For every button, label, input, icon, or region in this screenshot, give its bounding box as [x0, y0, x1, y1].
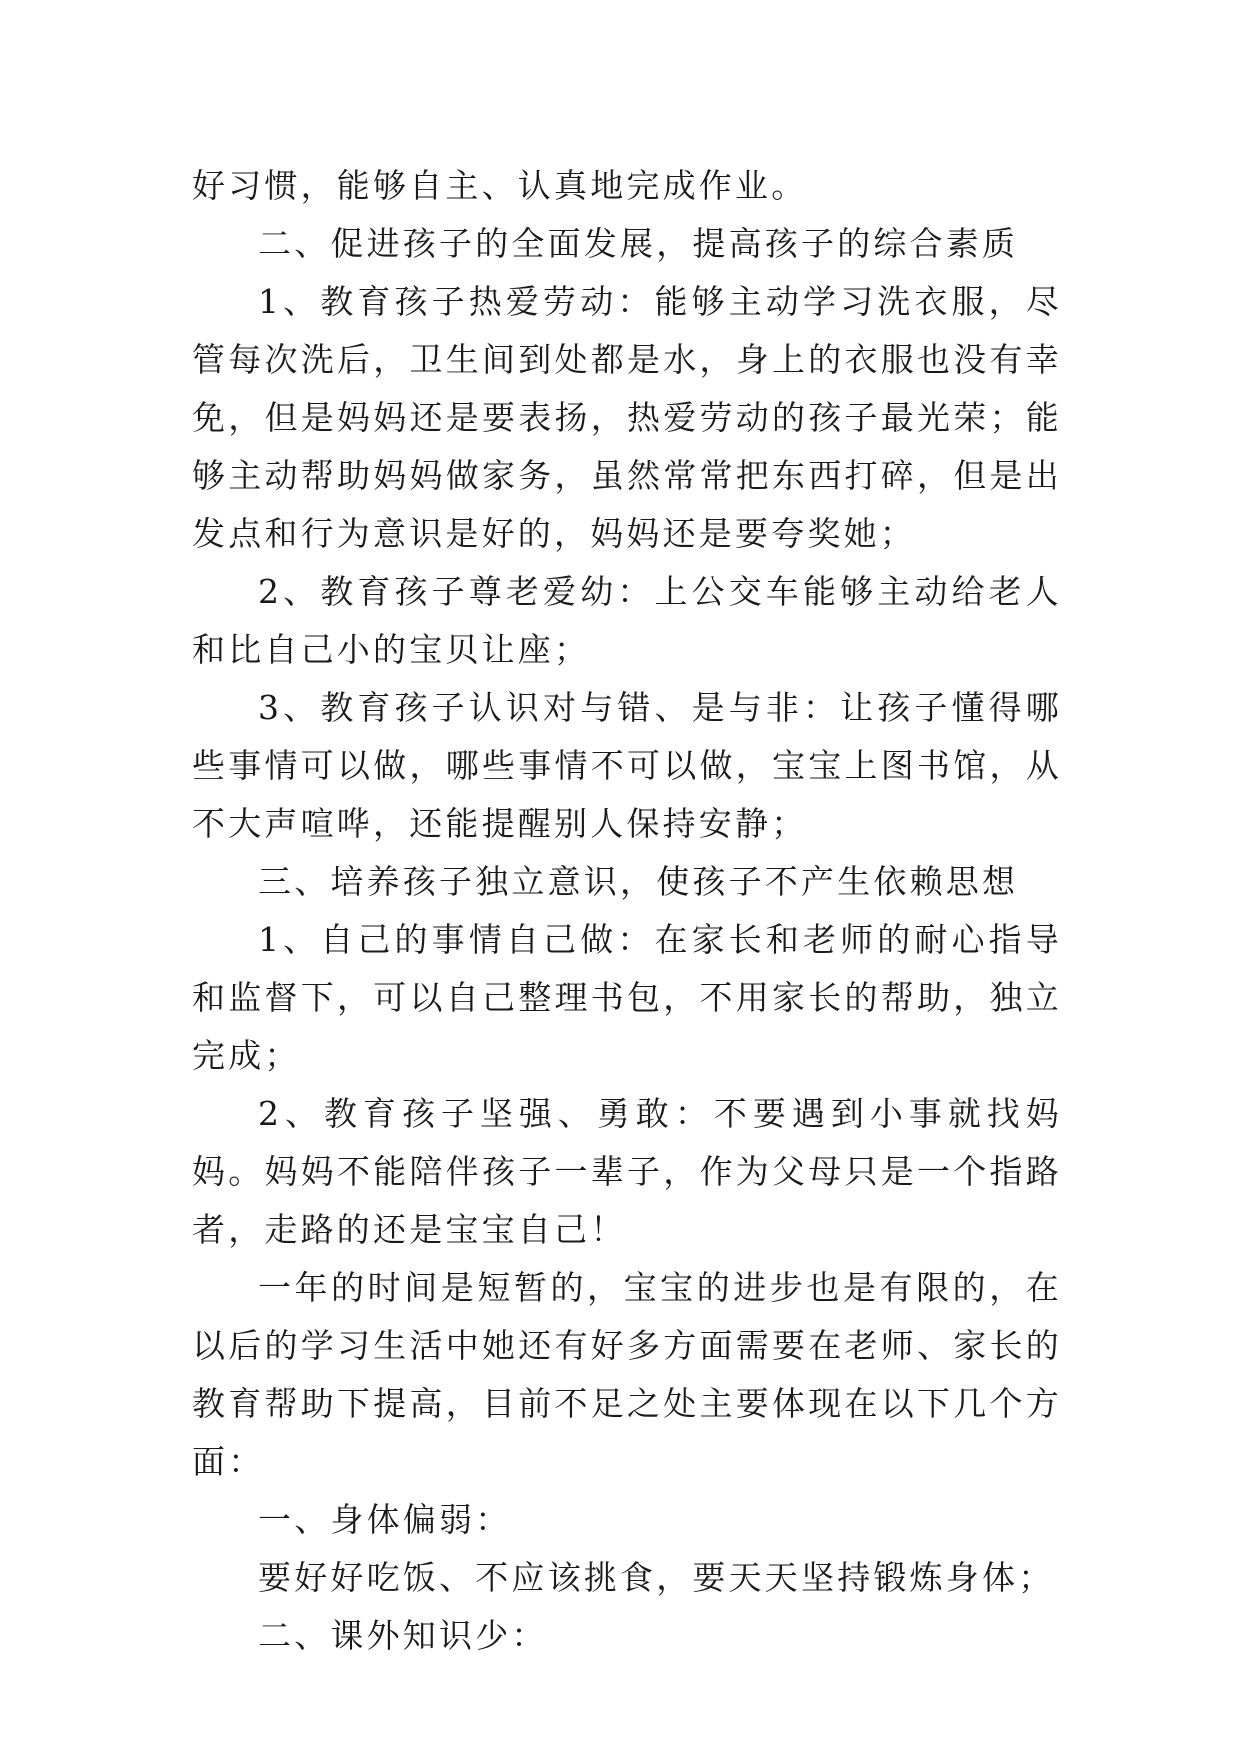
section-heading: 三、培养孩子独立意识，使孩子不产生依赖思想 [258, 862, 1019, 901]
paragraph: 2、教育孩子坚强、勇敢：不要遇到小事就找妈妈。妈妈不能陪伴孩子一辈子，作为父母只是一个指路者，走路的还是宝宝自己！ [192, 1094, 1062, 1249]
paragraph: 好习惯，能够自主、认真地完成作业。 [192, 166, 808, 205]
section-heading: 一、身体偏弱： [258, 1500, 512, 1539]
paragraph: 1、自己的事情自己做：在家长和老师的耐心指导和监督下，可以自己整理书包，不用家长的帮助，独立完成； [192, 920, 1062, 1075]
paragraph: 3、教育孩子认识对与错、是与非：让孩子懂得哪些事情可以做，哪些事情不可以做，宝宝上图书馆，从不大声喧哗，还能提醒别人保持安静； [192, 688, 1062, 843]
paragraph: 一年的时间是短暂的，宝宝的进步也是有限的，在以后的学习生活中她还有好多方面需要在老师、家长的教育帮助下提高，目前不足之处主要体现在以下几个方面： [192, 1268, 1062, 1481]
section-heading: 二、促进孩子的全面发展，提高孩子的综合素质 [258, 224, 1019, 263]
paragraph: 要好好吃饭、不应该挑食，要天天坚持锻炼身体； [258, 1558, 1055, 1597]
document-body [192, 157, 1062, 1665]
section-heading: 二、课外知识少： [258, 1616, 548, 1655]
paragraph: 2、教育孩子尊老爱幼：上公交车能够主动给老人和比自己小的宝贝让座； [192, 572, 1062, 669]
paragraph: 1、教育孩子热爱劳动：能够主动学习洗衣服，尽管每次洗后，卫生间到处都是水，身上的衣服也没有幸免，但是妈妈还是要表扬，热爱劳动的孩子最光荣；能够主动帮助妈妈做家务，虽然常常把东西打碎，但是出发点和行为意识是好的，妈妈还是要夸奖她； [192, 282, 1062, 553]
